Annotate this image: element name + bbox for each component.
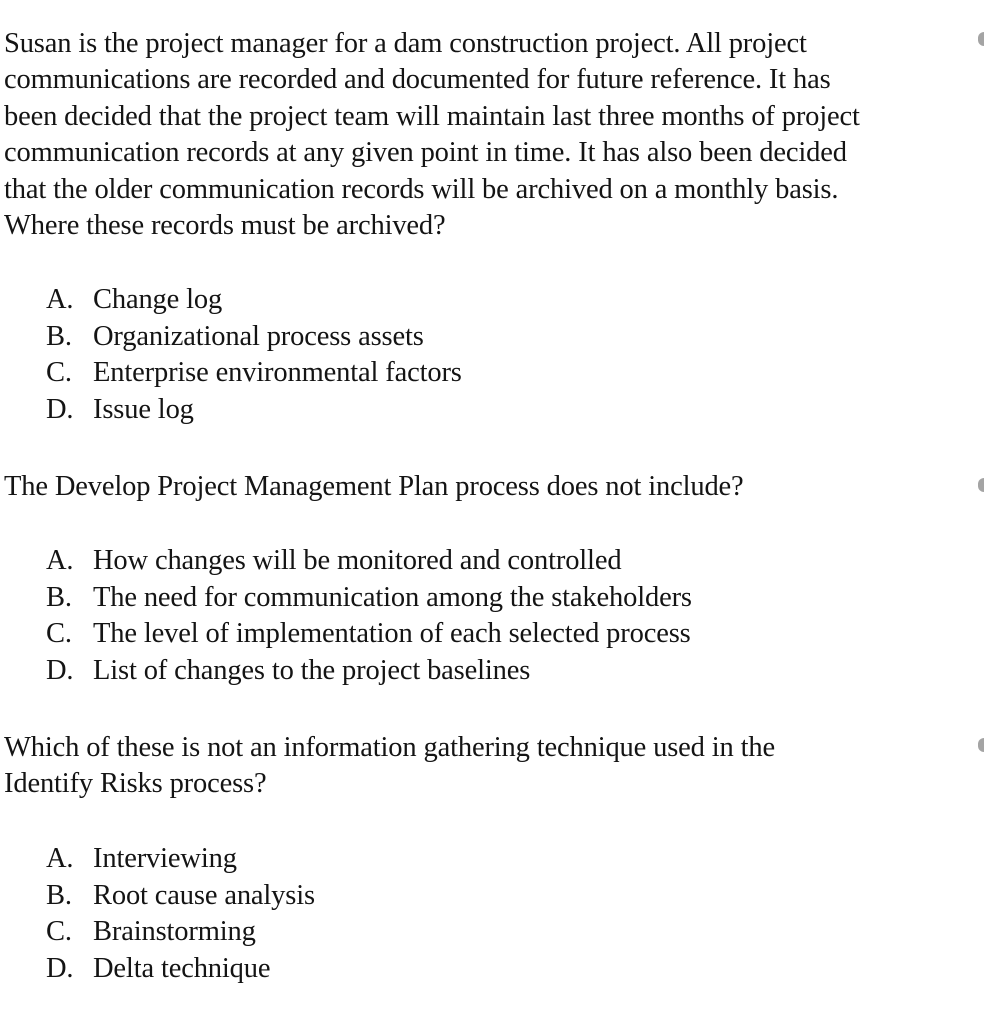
option-text: The level of implementation of each selected process	[93, 618, 691, 650]
option-item	[46, 319, 462, 356]
question-1-options	[46, 282, 462, 428]
option-letter: A.	[46, 843, 74, 874]
option-text: The need for communication among the stakeholders	[93, 581, 692, 613]
option-item	[46, 914, 315, 951]
option-item	[46, 951, 315, 988]
option-letter: B.	[46, 879, 72, 911]
question-3	[4, 730, 979, 803]
option-text: List of changes to the project baselines	[93, 654, 531, 686]
option-letter: D.	[46, 654, 74, 686]
option-letter: C.	[46, 618, 72, 650]
question-2-text: The Develop Project Management Plan process does not include?	[4, 471, 744, 502]
option-item	[46, 616, 692, 653]
option-text: Issue log	[93, 393, 194, 425]
option-item	[46, 878, 315, 915]
option-letter: C.	[46, 357, 72, 389]
edge-marker	[978, 32, 984, 46]
option-item	[46, 841, 315, 878]
question-3-text: Which of these is not an information gathering technique used in the Identify Risks process?	[4, 732, 775, 800]
option-text: How changes will be monitored and controlled	[93, 545, 622, 576]
option-text: Interviewing	[93, 843, 237, 874]
option-item	[46, 282, 462, 319]
question-2-options	[46, 543, 692, 689]
option-text: Delta technique	[93, 952, 271, 984]
option-item	[46, 355, 462, 392]
question-3-options	[46, 841, 315, 987]
question-1	[4, 26, 979, 244]
option-letter: D.	[46, 952, 74, 984]
option-letter: D.	[46, 393, 74, 425]
option-text: Brainstorming	[93, 916, 256, 948]
question-2	[4, 469, 979, 505]
option-letter: A.	[46, 545, 74, 576]
option-item	[46, 543, 692, 580]
option-letter: A.	[46, 284, 74, 315]
option-text: Change log	[93, 284, 223, 315]
option-letter: B.	[46, 581, 72, 613]
question-1-text: Susan is the project manager for a dam construction project. All project communications are recorded and documented for future reference. It has been decided that the project team will maintain last three months of project communication records at any given point in time. It has also been decided that the older communication records will be archived on a monthly basis. Where these records must be archived?	[4, 28, 860, 242]
option-item	[46, 653, 692, 690]
option-text: Enterprise environmental factors	[93, 357, 462, 389]
option-text: Root cause analysis	[93, 879, 315, 911]
edge-marker	[978, 738, 984, 752]
option-text: Organizational process assets	[93, 320, 424, 352]
option-item	[46, 392, 462, 429]
option-letter: C.	[46, 916, 72, 948]
option-item	[46, 580, 692, 617]
edge-marker	[978, 478, 984, 492]
option-letter: B.	[46, 320, 72, 352]
